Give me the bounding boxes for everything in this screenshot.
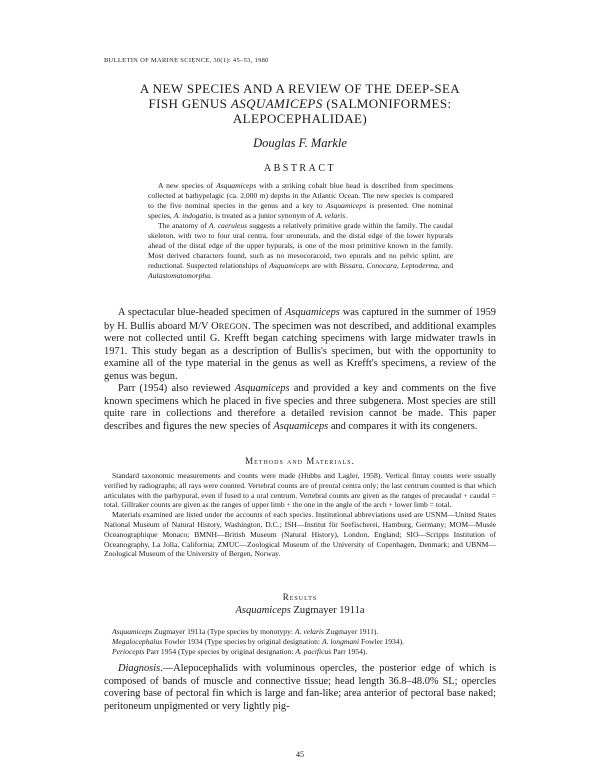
title-line-3: ALEPOCEPHALIDAE) [232,111,368,126]
synonymy-list [112,627,496,657]
diagnosis [104,663,496,713]
methods-heading: Methods and Materials. [245,456,355,466]
diagnosis-paragraph: Diagnosis.—Alepocephalids with voluminous opercles, the posterior edge of which is composed of bands of muscle and connective tissue; head length 36.8–48.0% SL; opercles covering base of pectoral fin which is large and fan-like; area anterior of pectoral base naked; peritoneum unpigmented or very lightly pig- [104,663,496,712]
synonym-entry: Asquamiceps Zugmayer 1911a (Type species by monotypy: A. velaris Zugmayer 1911). [112,627,379,636]
title-line-2-pre: FISH GENUS [148,96,231,111]
journal-citation: BULLETIN OF MARINE SCIENCE, 30(1): 45–53, 1980 [104,57,269,64]
intro-paragraph-2: Parr (1954) also reviewed Asquamiceps and provided a key and comments on the five known specimens which he placed in five species and three subgenera. Most species are still quite rare in collections and therefore a detailed revision cannot be made. This paper describes and figures the new species of Asquamiceps and compares it with its congeners. [104,383,496,432]
title-line-2-post: (SALMONIFORMES: [322,96,452,111]
abstract-heading: ABSTRACT [263,163,337,174]
introduction [104,307,496,433]
page-number: 45 [296,750,304,759]
synonym-entry: Megalocephalus Fowler 1934 (Type species by original designation: A. longmani Fowler 1934). [112,637,405,646]
title-line-2 [0,96,600,111]
genus-heading: Asquamiceps Zugmayer 1911a [235,605,365,616]
title-genus: ASQUAMICEPS [230,96,323,111]
abstract-body [148,181,453,281]
methods-paragraph-2: Materials examined are listed under the accounts of each species. Institutional abbreviations used are USNM—United States National Museum of Natural History, Washington, D.C.; ISH—Institut für Seefischerei, Hamburg, Germany; MOM—Musée Oceanographique Monaco; BMNH—British Museum (Natural History), London, England; SIO—Scripps Institution of Oceanography, La Jolla, California; ZMUC—Zoological Museum of the University of Copenhagen, Denmark; and UBNM—Zoological Museum of the University of Bergen, Norway. [104,510,496,559]
methods-paragraph-1: Standard taxonomic measurements and counts were made (Hubbs and Lagler, 1958). Vertical finray counts were usually verified by radiographs; all rays were counted. Vertebral counts are of preural centra only; the last centrum counted is that which articulates with the parhypural, even if fused to a ural centrum. Vertebral counts are given as the ranges of precaudal + caudal = total. Gillraker counts are given as the ranges of upper limb + the one in the angle of the arch + lower limb = total. [104,471,496,510]
synonym-entry: Periocepts Parr 1954 (Type species by original designation: A. pacificus Parr 1954). [112,647,368,656]
abstract-paragraph-2: The anatomy of A. caeruleus suggests a relatively primitive grade within the family. The caudal skeleton, with two to four ural centra, four uroneurals, and the distal edge of the lower hypurals ahead of the distal edge of the upper hypurals, is one of the most primitive known in the family. Most derived characters found, such as no mesocoracoid, two epurals and no pelvic splint, are reductional. Suspected relationships of Asquamiceps are with Bissara, Conocara, Leptoderma, and Aulastomatomorpha. [148,221,453,280]
intro-paragraph-1: A spectacular blue-headed specimen of Asquamiceps was captured in the summer of 1959 by H. Bullis aboard M/V OREGON. The specimen was not described, and additional examples were not collected until G. Krefft began catching specimens with large midwater trawls in 1971. This study began as a description of Bullis's specimen, but with the opportunity to examine all of the type material in the genus as well as Krefft's specimens, a review of the genus was begun. [104,307,496,382]
title-line-1: A NEW SPECIES AND A REVIEW OF THE DEEP-SEA [139,81,461,96]
results-heading: Results [282,592,318,602]
abstract-paragraph-1: A new species of Asquamiceps with a striking cobalt blue head is described from specimens collected at bathypelagic (ca. 2,000 m) depths in the Atlantic Ocean. The new species is compared to the five nominal species in the genus and a key to Asquamiceps is presented. One nominal species, A. indogatio, is treated as a junior synonym of A. velaris. [148,181,453,220]
author-name: Douglas F. Markle [253,136,347,150]
methods-body [104,471,496,559]
